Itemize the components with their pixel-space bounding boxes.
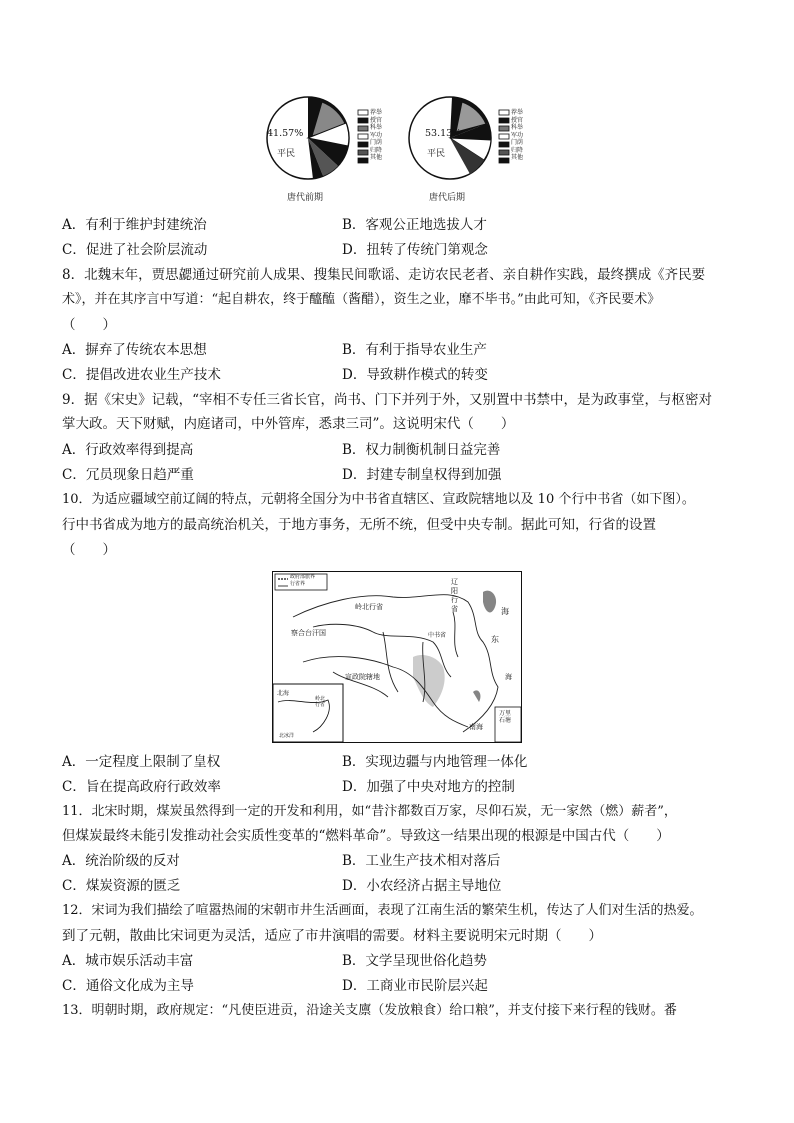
q8-stem-line3: （ ） xyxy=(62,317,116,333)
q7-option-c: C．促进了社会阶层流动 xyxy=(62,242,208,258)
map-legend-item: 行省界 xyxy=(290,581,306,587)
map-label-liaoyang: 辽阳行省 xyxy=(451,578,458,613)
pie-left-legend xyxy=(370,109,382,162)
q12-option-a: A．城市娱乐活动丰富 xyxy=(62,953,194,969)
legend-item: 荐举 xyxy=(511,109,524,116)
legend-item: 科举 xyxy=(511,124,524,131)
pie-left-caption: 唐代前期 xyxy=(287,193,324,203)
q12-option-d: D．工商业市民阶层兴起 xyxy=(342,978,488,994)
map-inset-label-north: 北海 xyxy=(277,690,290,697)
legend-item: 授官 xyxy=(511,116,524,124)
q9-option-a: A．行政效率得到提高 xyxy=(62,442,194,458)
map-label-xuanzheng: 宣政院辖地 xyxy=(345,673,380,681)
pie-right-legend xyxy=(511,109,523,162)
map-label-nanhai: 南海 xyxy=(469,723,483,731)
pie-charts-figure xyxy=(255,88,555,208)
map-label-zhongshu: 中书省 xyxy=(428,632,447,639)
map-label-wanli: 万里石塘 xyxy=(499,710,512,724)
q9-stem-line1: 9．据《宋史》记载，“宰相不专任三省长官，尚书、门下并列于外，又别置中书禁中，是为政事堂，与枢密对 xyxy=(62,392,712,408)
q13-stem-line1: 13．明朝时期，政府规定：“凡使臣进贡，沿途关支廪（发放粮食）给口粮”，并支付接下来行程的钱财。番 xyxy=(62,1003,677,1018)
map-label-chagatai: 察合台汗国 xyxy=(291,629,326,637)
legend-item: 门荫 xyxy=(370,139,383,146)
q9-stem-line2: 掌大政。天下财赋，内庭诸司，中外管库，悉隶三司”。这说明宋代（ ） xyxy=(62,416,515,432)
legend-item: 门荫 xyxy=(511,139,524,146)
q10-option-c: C．旨在提高政府行政效率 xyxy=(62,779,221,795)
map-label-hai: 海 xyxy=(501,607,509,616)
legend-item: 荐举 xyxy=(370,109,383,116)
q12-stem-line1: 12．宋词为我们描绘了喧嚣热闹的宋朝市井生活画面，表现了江南生活的繁荣生机，传达了人们对生活的热爱。 xyxy=(62,903,703,918)
q9-option-c: C．冗员现象日趋严重 xyxy=(62,467,194,483)
q9-option-d: D．封建专制皇权得到加强 xyxy=(342,467,502,483)
q10-option-b: B．实现边疆与内地管理一体化 xyxy=(342,754,528,770)
q11-option-a: A．统治阶级的反对 xyxy=(62,853,180,869)
map-label-lingbei: 岭北行省 xyxy=(355,603,383,611)
q10-stem-line3: （ ） xyxy=(62,542,116,558)
legend-item: 归降 xyxy=(370,146,383,154)
legend-item: 归降 xyxy=(511,146,524,154)
yuan-map-graphic xyxy=(273,572,521,742)
q12-stem-line2: 到了元朝，散曲比宋词更为灵活，适应了市井演唱的需要。材料主要说明宋元时期（ ） xyxy=(62,928,602,944)
q10-option-a: A．一定程度上限制了皇权 xyxy=(62,754,221,770)
legend-item: 其他 xyxy=(511,154,524,161)
pie-right-legend-boxes xyxy=(499,110,509,163)
q11-option-c: C．煤炭资源的匮乏 xyxy=(62,878,181,894)
map-inset-label-lingbei: 岭北行省 xyxy=(315,696,326,708)
map-legend-item: 政府部旅界 xyxy=(290,574,316,580)
q7-option-a: A．有利于维护封建统治 xyxy=(62,217,207,233)
q11-stem-line2: 但煤炭最终未能引发推动社会实质性变革的“燃料革命”。导致这一结果出现的根源是中国古代（ ） xyxy=(62,828,670,844)
q8-option-d: D．导致耕作模式的转变 xyxy=(342,367,488,383)
q8-stem-line1: 8．北魏末年，贾思勰通过研究前人成果、搜集民间歌谣、走访农民老者、亲自耕作实践，最终撰成《齐民要 xyxy=(62,267,706,283)
pie-right-caption: 唐代后期 xyxy=(429,193,466,203)
map-legend xyxy=(290,574,315,588)
map-inset-label-bottom: 北冰洋 xyxy=(279,733,295,739)
map-label-hai2: 海 xyxy=(505,673,512,681)
legend-item: 其他 xyxy=(370,154,383,161)
q12-option-c: C．通俗文化成为主导 xyxy=(62,978,194,994)
q8-stem-line2: 术》，并在其序言中写道：“起自耕农，终于醯醢（酱醋），资生之业，靡不毕书。”由此可知，《齐民要术》 xyxy=(62,292,661,307)
q11-option-b: B．工业生产技术相对落后 xyxy=(342,853,501,869)
q10-stem-line2: 行中书省成为地方的最高统治机关，于地方事务，无所不统，但受中央专制。据此可知，行省的设置 xyxy=(62,517,656,533)
q8-option-a: A．摒弃了传统农本思想 xyxy=(62,342,207,358)
yuan-map xyxy=(272,571,522,743)
pie-left-percent: 41.57% xyxy=(267,128,304,139)
legend-item: 军功 xyxy=(370,131,383,139)
q7-option-b: B．客观公正地选拔人才 xyxy=(342,217,487,233)
q8-option-c: C．提倡改进农业生产技术 xyxy=(62,367,221,383)
legend-item: 授官 xyxy=(370,116,383,124)
pie-right-percent: 53.13% xyxy=(425,128,462,139)
pie-left-legend-boxes xyxy=(358,110,368,163)
pie-left-center-label: 平民 xyxy=(277,149,296,159)
q11-option-d: D．小农经济占据主导地位 xyxy=(342,878,502,894)
legend-item: 科举 xyxy=(370,124,383,131)
q12-option-b: B．文学呈现世俗化趋势 xyxy=(342,953,487,969)
q9-option-b: B．权力制衡机制日益完善 xyxy=(342,442,501,458)
q8-option-b: B．有利于指导农业生产 xyxy=(342,342,487,358)
q10-stem-line1: 10．为适应疆域空前辽阔的特点，元朝将全国分为中书省直辖区、宣政院辖地以及 10 个行中书省（如下图）。 xyxy=(62,492,695,507)
q10-option-d: D．加强了中央对地方的控制 xyxy=(342,779,515,795)
q11-stem-line1: 11．北宋时期，煤炭虽然得到一定的开发和利用，如“昔汴都数百万家，尽仰石炭，无一家然（燃）薪者”， xyxy=(62,804,677,819)
legend-item: 军功 xyxy=(511,131,524,139)
pie-right-center-label: 平民 xyxy=(427,149,446,159)
q7-option-d: D．扭转了传统门第观念 xyxy=(342,242,488,258)
map-label-dong: 东 xyxy=(491,635,499,644)
